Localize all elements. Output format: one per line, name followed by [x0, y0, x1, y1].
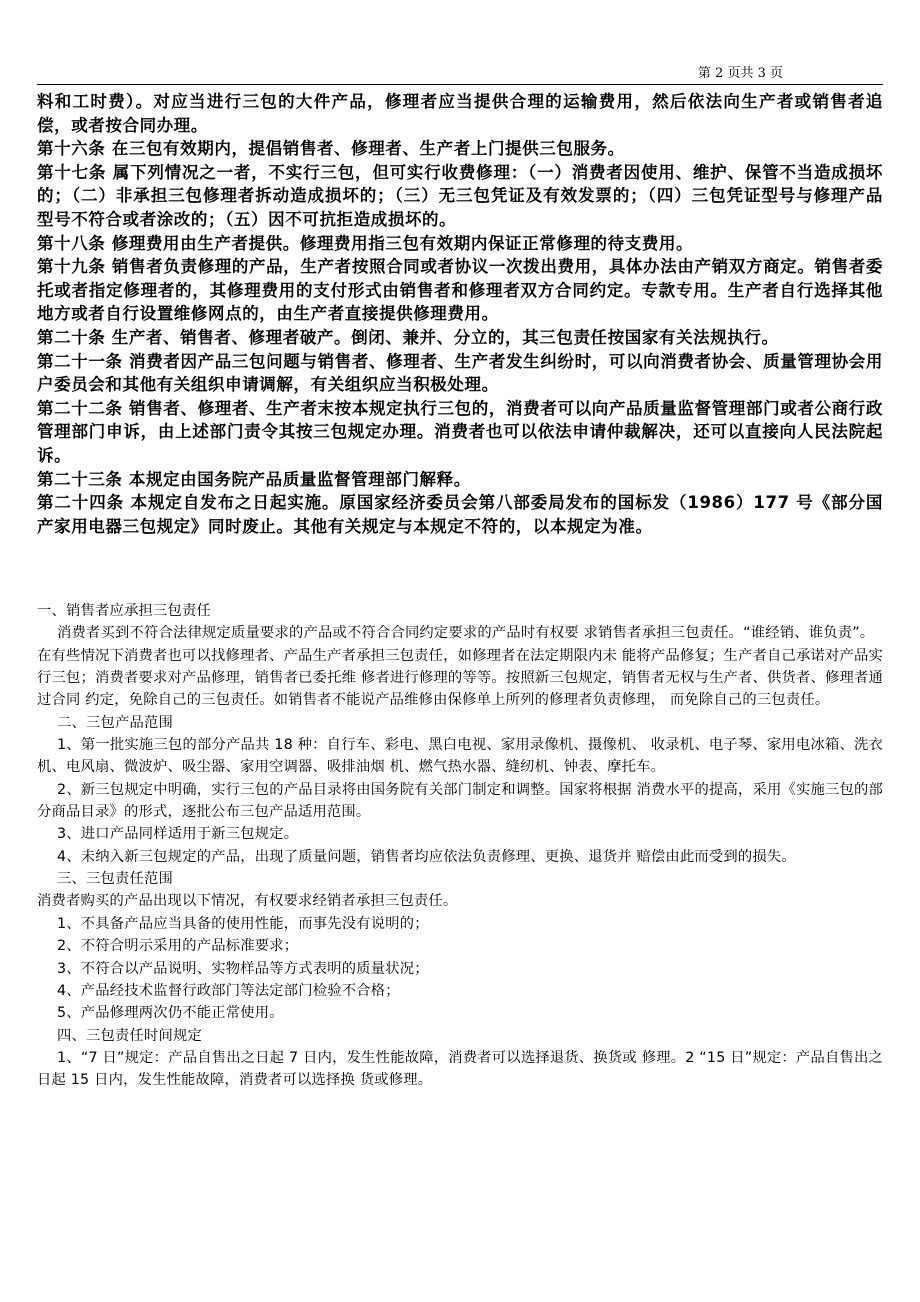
list-item: 3、不符合以产品说明、实物样品等方式表明的质量状况；: [57, 960, 429, 977]
list-item: 4、未纳入新三包规定的产品，出现了质量问题，销售者均应依法负责修理、更换、退货并 赔偿由此而受到的损失。: [57, 848, 796, 865]
article-17: 第十七条 属下列情况之一者，不实行三包，但可实行收费修理：（一）消费者因使用、维护、保管不当造成损坏的；（二）非承担三包修理者拆动造成损坏的；（三）无三包凭证及有效发票的；（四）三包凭证型号与修理产品型号不符合或者涂改的；（五）因不可抗拒造成损坏的。: [37, 162, 883, 229]
header-rule: [37, 84, 883, 85]
article-23: 第二十三条 本规定由国务院产品质量监督管理部门解释。: [37, 469, 471, 489]
list-item: 1、“7 日”规定：产品自售出之日起 7 日内，发生性能故障，消费者可以选择退货、换货或 修理。2 “15 日”规定：产品自售出之日起 15 日内，发生性能故障，消费者可以选择换 货或修理。: [37, 1049, 883, 1089]
page-header: 第 2 页共 3 页: [697, 66, 783, 81]
article-24: 第二十四条 本规定自发布之日起实施。原国家经济委员会第八部委局发布的国标发（1986）177 号《部分国产家用电器三包规定》同时废止。其他有关规定与本规定不符的，以本规定为准。: [37, 493, 883, 536]
list-item: 1、不具备产品应当具备的使用性能，而事先没有说明的；: [57, 915, 429, 932]
list-item: 5、产品修理两次仍不能正常使用。: [57, 1005, 284, 1022]
article-18: 第十八条 修理费用由生产者提供。修理费用指三包有效期内保证正常修理的待支费用。: [37, 233, 694, 253]
article-paragraph: 料和工时费）。对应当进行三包的大件产品，修理者应当提供合理的运输费用，然后依法向生产者或销售者追偿，或者按合同办理。: [37, 92, 883, 135]
section-paragraph: 消费者购买的产品出现以下情况，有权要求经销者承担三包责任。: [37, 893, 458, 910]
article-20: 第二十条 生产者、销售者、修理者破产。倒闭、兼并、分立的，其三包责任按国家有关法规执行。: [37, 327, 779, 347]
list-item: 2、不符合明示采用的产品标准要求；: [57, 938, 299, 955]
section-heading: 一、销售者应承担三包责任: [37, 603, 211, 619]
section-heading: 四、三包责任时间规定: [57, 1027, 202, 1044]
section-paragraph: 在有些情况下消费者也可以找修理者、产品生产者承担三包责任，如修理者在法定期限内未 能将产品修复；生产者自己承诺对产品实行三包；消费者要求对产品修理，销售者已委托维 修者进行修理的等等。按照新三包规定，销售者无权与生产者、供货者、修理者通过合同 约定，免除自己的三包责任。如销售者不能说产品维修由保修单上所列的修理者负责修理， 而免除自己的三包责任。: [37, 647, 883, 709]
list-item: 3、进口产品同样适用于新三包规定。: [57, 826, 299, 843]
section-heading: 三、三包责任范围: [57, 871, 173, 888]
regulation-articles: [37, 90, 883, 538]
list-item: 1、第一批实施三包的部分产品共 18 种：自行车、彩电、黑白电视、家用录像机、摄像机、 收录机、电子琴、家用电冰箱、洗衣机、电风扇、微波炉、吸尘器、家用空调器、吸排油烟 机、燃气热水器、缝纫机、钟表、摩托车。: [37, 737, 883, 776]
article-22: 第二十二条 销售者、修理者、生产者末按本规定执行三包的，消费者可以向产品质量监督管理部门或者公商行政管理部门申诉，由上述部门责令其按三包规定办理。消费者也可以依法申请仲裁解决，还可以直接向人民法院起诉。: [37, 398, 883, 465]
article-21: 第二十一条 消费者因产品三包问题与销售者、修理者、生产者发生纠纷时，可以向消费者协会、质量管理协会用户委员会和其他有关组织申请调解，有关组织应当积极处理。: [37, 351, 883, 395]
list-item: 4、产品经技术监督行政部门等法定部门检验不合格；: [57, 982, 400, 999]
explanation-sections: [37, 600, 883, 1092]
section-paragraph: 消费者买到不符合法律规定质量要求的产品或不符合合同约定要求的产品时有权要 求销售者承担三包责任。“谁经销、谁负责”。: [57, 625, 875, 642]
list-item: 2、新三包规定中明确，实行三包的产品目录将由国务院有关部门制定和调整。国家将根据 消费水平的提高，采用《实施三包的部分商品目录》的形式，逐批公布三包产品适用范围。: [37, 781, 883, 821]
section-heading: 二、三包产品范围: [57, 714, 173, 731]
article-19: 第十九条 销售者负责修理的产品，生产者按照合同或者协议一次拨出费用，具体办法由产销双方商定。销售者委托或者指定修理者的，其修理费用的支付形式由销售者和修理者双方合同约定。专款专用。生产者自行选择其他地方或者自行设置维修网点的，由生产者直接提供修理费用。: [37, 257, 883, 324]
article-16: 第十六条 在三包有效期内，提倡销售者、修理者、生产者上门提供三包服务。: [37, 139, 625, 159]
